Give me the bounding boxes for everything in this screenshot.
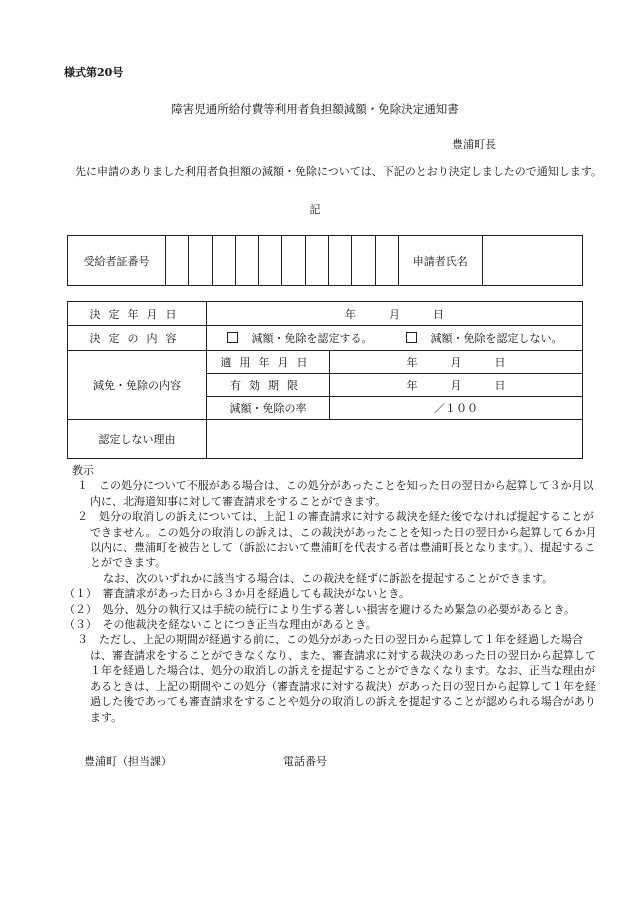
apply-date-value[interactable]: 年 月 日 xyxy=(330,351,583,374)
ki-label: 記 xyxy=(309,203,321,216)
recipient-number-label: 受給者証番号 xyxy=(68,236,166,286)
instruction-item-2-note: なお、次のいずれかに該当する場合は、この裁決を経ずに訴訟を提起することができます。 xyxy=(103,571,554,585)
instructions xyxy=(64,463,604,725)
deny-option-label: 減額・免除を認定しない。 xyxy=(430,332,563,345)
recipient-table xyxy=(67,235,583,286)
applicant-name-field[interactable] xyxy=(482,236,582,286)
decision-content-label: 決定の内容 xyxy=(68,326,207,351)
deny-reason-label: 認定しない理由 xyxy=(68,420,207,459)
valid-period-label: 有効期限 xyxy=(207,374,330,397)
deny-checkbox[interactable] xyxy=(406,332,417,343)
phone-label: 電話番号 xyxy=(283,755,327,768)
recipient-digit-cell[interactable] xyxy=(235,236,258,286)
instruction-case-3: （３） その他裁決を経ないことにつき正当な理由があるとき。 xyxy=(64,618,377,632)
rate-label: 減額・免除の率 xyxy=(207,397,330,420)
recipient-digit-cell[interactable] xyxy=(329,236,352,286)
recipient-digit-cell[interactable] xyxy=(259,236,282,286)
recipient-digit-cell[interactable] xyxy=(375,236,398,286)
recipient-digit-cell[interactable] xyxy=(305,236,328,286)
instruction-item-1: １ この処分について不服がある場合は、この処分があったことを知った日の翌日から起算して３か月以内に、北海道知事に対して審査請求をすることができます。 xyxy=(77,479,594,508)
decision-content-options xyxy=(207,326,583,351)
valid-period-value[interactable]: 年 月 日 xyxy=(330,374,583,397)
reduction-content-label: 減免・免除の内容 xyxy=(68,351,207,420)
department-label: 豊浦町（担当課） xyxy=(84,755,172,768)
recipient-digit-cell[interactable] xyxy=(352,236,375,286)
approve-option-label: 減額・免除を認定する。 xyxy=(251,332,373,345)
approve-checkbox[interactable] xyxy=(227,332,238,343)
decision-date-value[interactable]: 年 月 日 xyxy=(207,302,583,326)
decision-table xyxy=(67,301,583,459)
apply-date-label: 適用年月日 xyxy=(207,351,330,374)
recipient-digit-cell[interactable] xyxy=(282,236,305,286)
instruction-case-1: （１） 審査請求があった日から３か月を経過しても裁決がないとき。 xyxy=(64,587,410,601)
rate-value[interactable]: ／１００ xyxy=(330,397,583,420)
instruction-item-2: ２ 処分の取消しの訴えについては、上記１の審査請求に対する裁決を経た後でなければ提起することができません。この処分の取消しの訴えは、この裁決があったことを知った日の翌日から起算して６か月以内に、豊浦町を被告として（訴訟において豊浦町を代表する者は豊浦町長となります。）、提起することができます。 xyxy=(77,510,597,570)
document-title: 障害児通所給付費等利用者負担額減額・免除決定通知書 xyxy=(171,102,459,116)
recipient-digit-cell[interactable] xyxy=(166,236,189,286)
recipient-digit-cell[interactable] xyxy=(189,236,212,286)
instructions-heading: 教示 xyxy=(72,464,94,477)
decision-date-label: 決定年月日 xyxy=(68,302,207,326)
instruction-item-3: ３ ただし、上記の期間が経過する前に、この処分があった日の翌日から起算して１年を経過した場合は、審査請求をすることができなくなり、また、審査請求に対する裁決のあった日の翌日から起算して１年を経過した場合は、処分の取消しの訴えを提起することができなくなります。なお、正当な理由があるときは、上記の期間やこの処分（審査請求に対する裁決）があった日の翌日から起算して１年を経過した後であっても審査請求をすることや処分の取消しの訴えを提起することが認められる場合があります。 xyxy=(77,633,596,724)
form-number: 様式第20号 xyxy=(64,66,124,79)
deny-reason-value[interactable] xyxy=(207,420,583,459)
intro-text: 先に申請のありました利用者負担額の減額・免除については、下記のとおり決定しましたので通知します。 xyxy=(75,165,602,178)
applicant-name-label: 申請者氏名 xyxy=(398,236,482,286)
issuer: 豊浦町長 xyxy=(452,138,496,151)
instruction-case-2: （２） 処分、処分の執行又は手続の続行により生ずる著しい損害を避けるため緊急の必要があるとき。 xyxy=(64,602,576,616)
recipient-digit-cell[interactable] xyxy=(212,236,235,286)
